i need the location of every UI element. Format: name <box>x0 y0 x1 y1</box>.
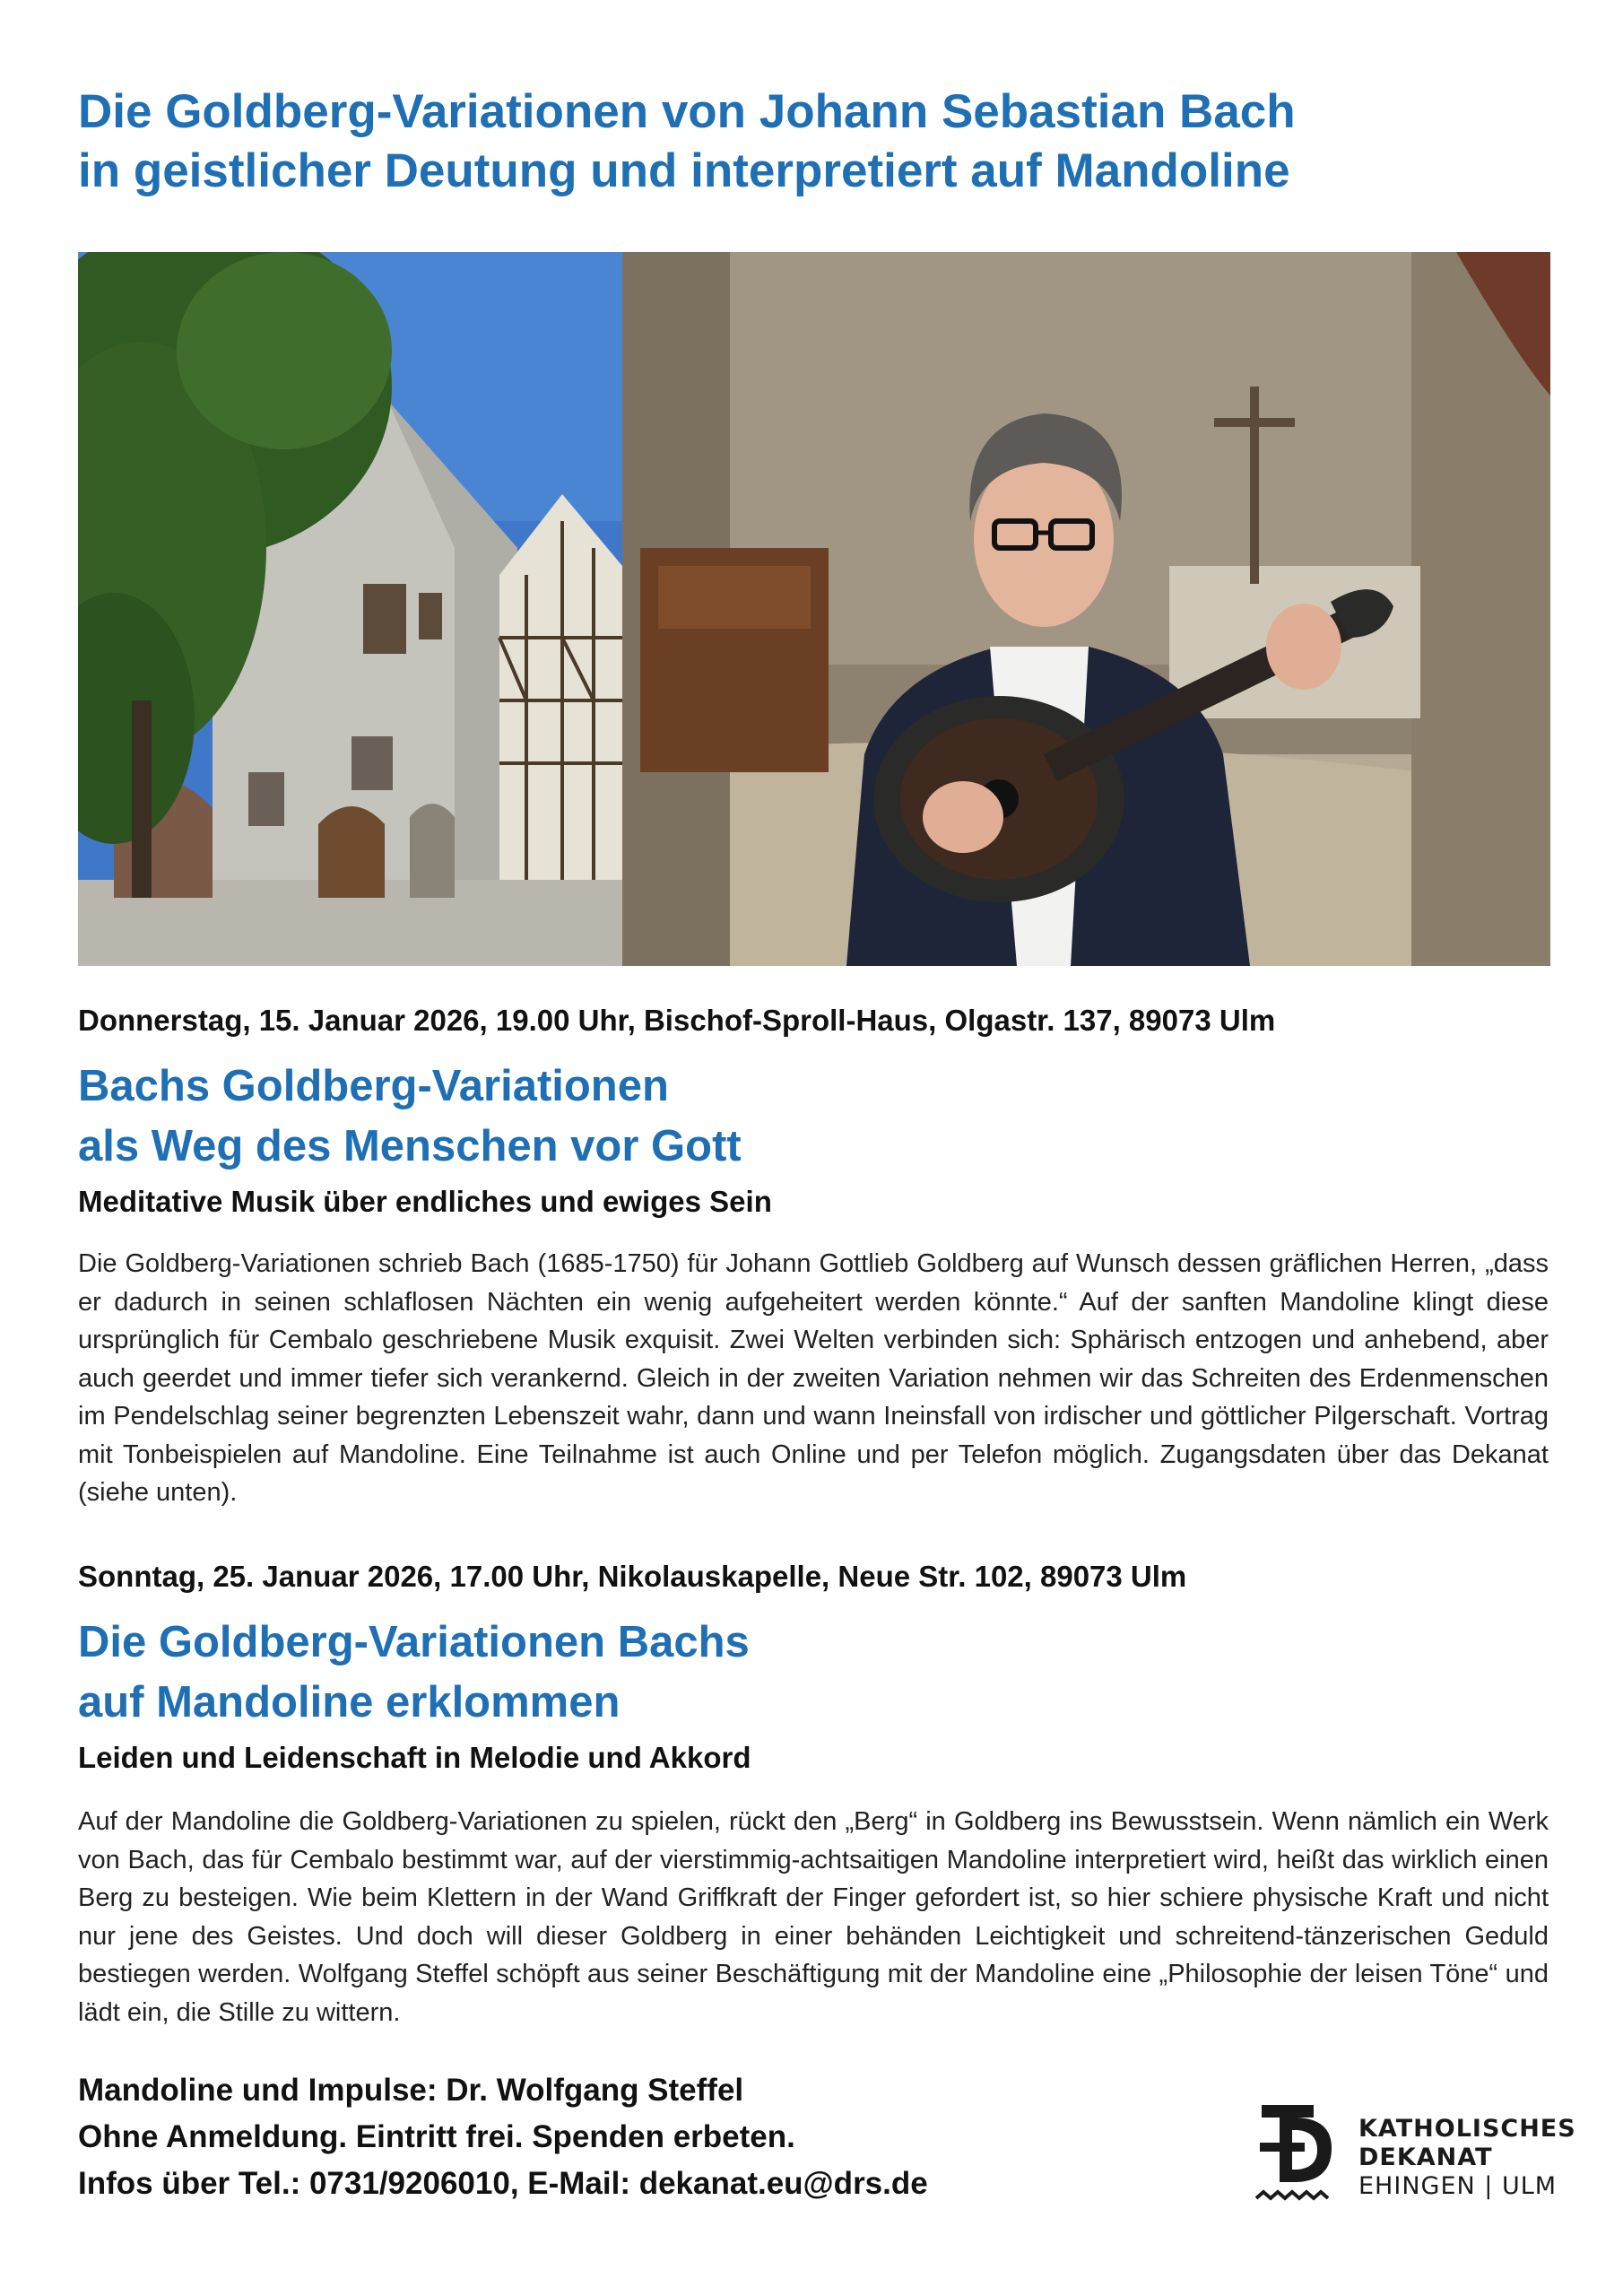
event1-title <box>78 1057 1549 1177</box>
dekanat-logo-mark-icon <box>1253 2101 1338 2207</box>
logo-line3: EHINGEN | ULM <box>1358 2172 1558 2200</box>
main-title-line1: Die Goldberg-Variationen von Johann Sebastian Bach <box>78 85 1296 138</box>
logo-line2: DEKANAT <box>1358 2144 1493 2171</box>
event1-title-line1: Bachs Goldberg-Variationen <box>78 1062 669 1110</box>
main-title <box>78 83 1549 201</box>
building-photo <box>78 252 622 966</box>
dekanat-logo-text <box>1358 2115 1576 2201</box>
musician-photo <box>622 252 1550 966</box>
event1-title-line2: als Weg des Menschen vor Gott <box>78 1122 742 1170</box>
event2-text: Auf der Mandoline die Goldberg-Variationen zu spielen, rückt den „Berg“ in Goldberg ins Bewusstsein. Wenn nämlich ein Werk von Bach, das für Cembalo bestimmt war, auf der vierstimmig-achtsaitigen Mandoline interpretiert wird, heißt das wirklich einen Berg zu besteigen. Wie beim Klettern in der Wand Griffkraft der Finger gefordert ist, so hier schiere physische Kraft und nicht nur jene des Geistes. Und doch will dieser Goldberg in einer behänden Leichtigkeit und schreitend-tänzerischen Geduld bestiegen werden. Wolfgang Steffel schöpft aus seiner Beschäftigung mit der Mandoline eine „Philosophie der leisen Töne“ und lädt ein, die Stille zu wittern. <box>78 1807 1549 2027</box>
main-title-line2: in geistlicher Deutung und interpretiert auf Mandoline <box>78 144 1290 197</box>
event2-title <box>78 1613 1549 1733</box>
event1-date-location: Donnerstag, 15. Januar 2026, 19.00 Uhr, Bischof-Sproll-Haus, Olgastr. 137, 89073 Ulm <box>78 1004 1276 1037</box>
event1-text: Die Goldberg-Variationen schrieb Bach (1685-1750) für Johann Gottlieb Goldberg auf Wunsch dessen gräflichen Herren, „dass er dadurch in seinen schlaflosen Nächten ein wenig aufgeheitert werden könnte.“ Auf der sanften Mandoline klingt diese ursprünglich für Cembalo geschriebene Musik exquisit. Zwei Welten verbinden sich: Sphärisch entzogen und anhebend, aber auch geerdet und immer tiefer sich verankernd. Gleich in der zweiten Variation nehmen wir das Schreiten des Erdenmenschen im Pendelschlag seiner begrenzten Lebenszeit wahr, dann und wann Ineinsfall von irdischer und göttlicher Pilgerschaft. Vortrag mit Tonbeispielen auf Mandoline. Eine Teilnahme ist auch Online und per Telefon möglich. Zugangsdaten über das Dekanat (siehe unten). <box>78 1249 1549 1507</box>
footer-line-contact: Infos über Tel.: 0731/9206010, E-Mail: dekanat.eu@drs.de <box>78 2166 928 2201</box>
photo-row <box>78 252 1550 966</box>
event1-subtitle: Meditative Musik über endliches und ewiges Sein <box>78 1185 772 1218</box>
event2-title-line2: auf Mandoline erklommen <box>78 1678 621 1726</box>
event2-date-location: Sonntag, 25. Januar 2026, 17.00 Uhr, Nikolauskapelle, Neue Str. 102, 89073 Ulm <box>78 1560 1187 1593</box>
dekanat-logo <box>1253 2101 1576 2209</box>
footer-line-admission: Ohne Anmeldung. Eintritt frei. Spenden erbeten. <box>78 2119 795 2154</box>
event2-title-line1: Die Goldberg-Variationen Bachs <box>78 1618 750 1666</box>
event2-subtitle: Leiden und Leidenschaft in Melodie und Akkord <box>78 1741 751 1774</box>
footer-info <box>78 2067 1199 2207</box>
logo-line1: KATHOLISCHES <box>1358 2115 1576 2143</box>
footer-line-performer: Mandoline und Impulse: Dr. Wolfgang Steffel <box>78 2073 744 2108</box>
